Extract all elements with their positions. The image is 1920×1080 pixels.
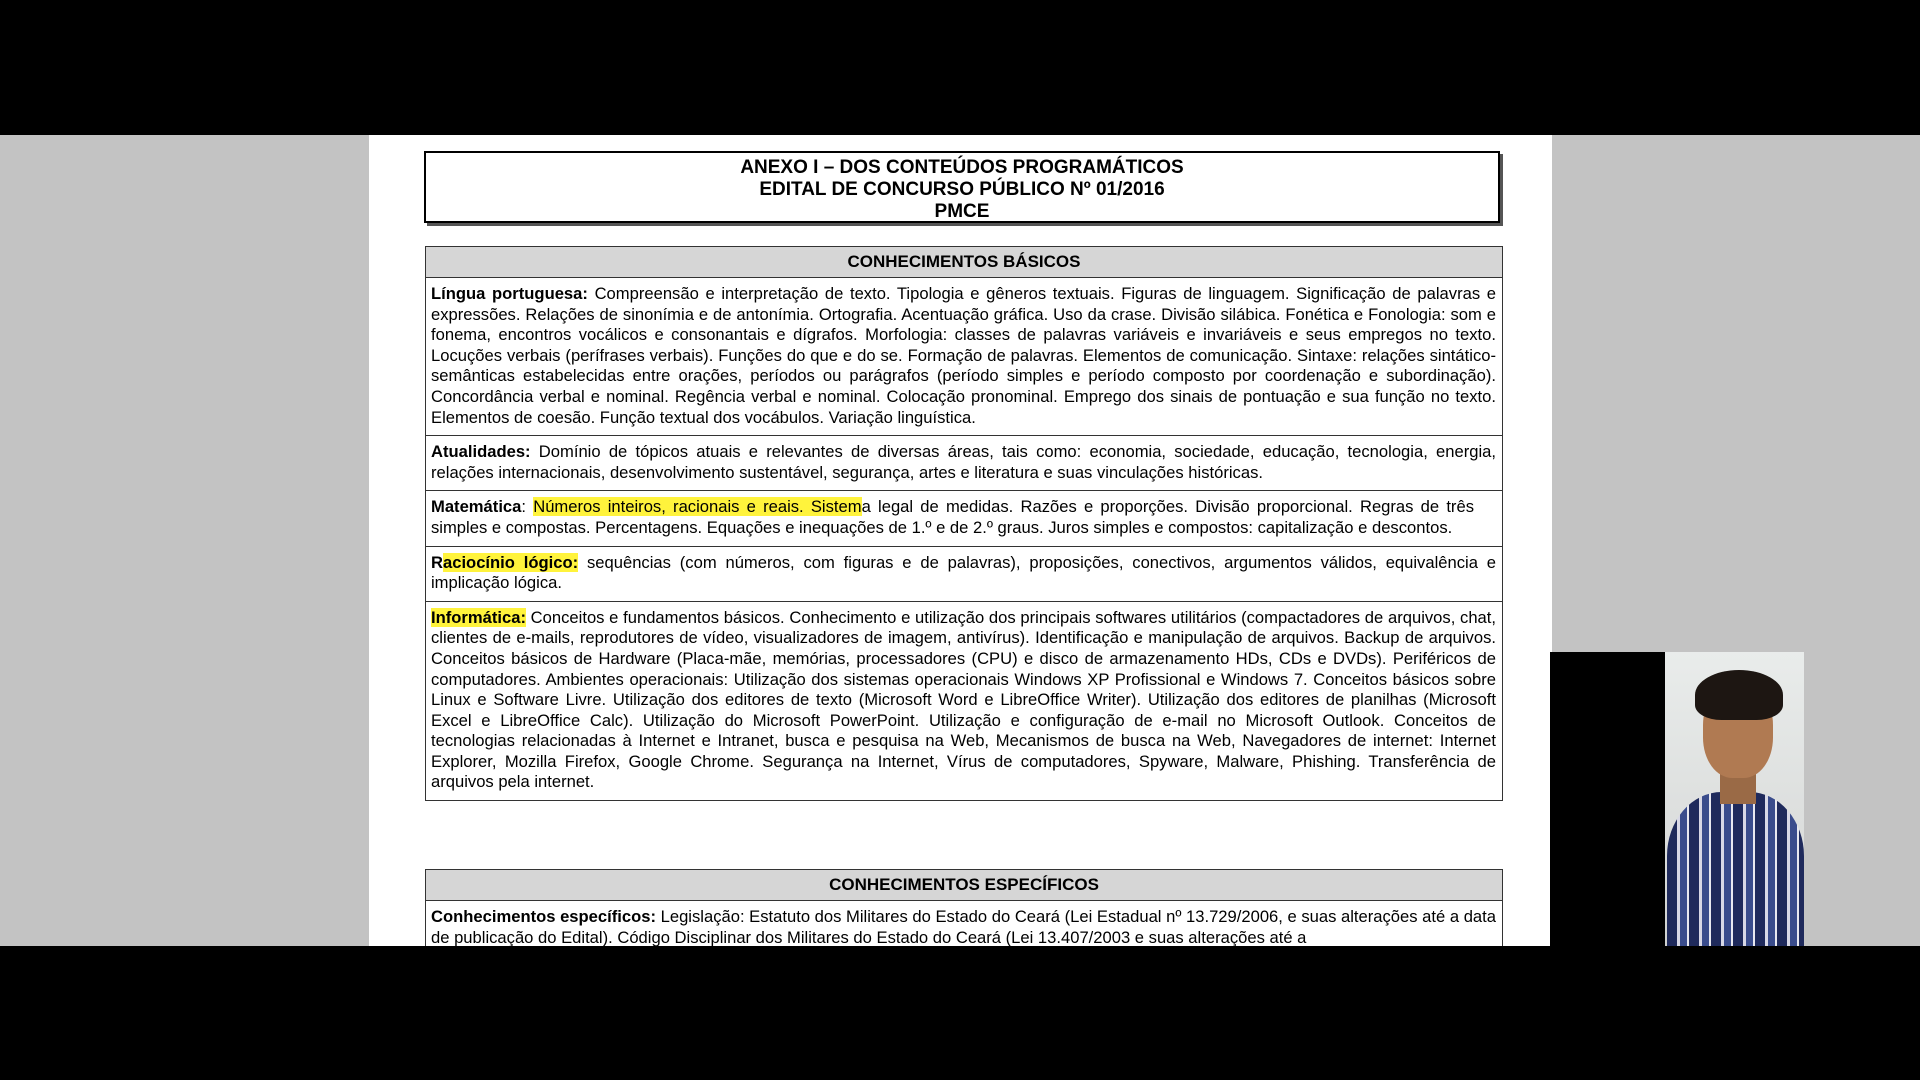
presenter-hair — [1695, 670, 1783, 720]
text-atualidades: Domínio de tópicos atuais e relevantes de diversas áreas, tais como: economia, sociedade, educação, tecnologia, energia, relações internacionais, desenvolvimento sustentável, segurança, artes e literatura e suas vinculações históricas. — [431, 442, 1496, 482]
row-raciocinio-logico — [426, 547, 1502, 602]
text-lingua-portuguesa: Compreensão e interpretação de texto. Tipologia e gêneros textuais. Figuras de linguagem. Significação de palavras e expressões. Relações de sinonímia e de antonímia. Ortografia. Acentuação gráfica. Uso da crase. Divisão silábica. Fonética e Fonologia: som e fonema, encontros vocálicos e consonantais e dígrafos. Morfologia: classes de palavras variáveis e invariáveis e seus empregos no texto. Locuções verbais (perífrases verbais). Funções do que e do se. Formação de palavras. Elementos de comunicação. Sintaxe: relações sintático-semânticas estabelecidas entre orações, períodos ou parágrafos (período simples e período composto por coordenação e subordinação). Concordância verbal e nominal. Regência verbal e nominal. Colocação pronominal. Emprego dos sinais de pontuação e sua função no texto. Elementos de coesão. Função textual dos vocábulos. Variação linguística. — [431, 284, 1496, 427]
presenter-video — [1665, 652, 1804, 946]
term-conhecimentos-especificos: Conhecimentos específicos: — [431, 907, 656, 926]
conhecimentos-especificos-table — [425, 869, 1503, 946]
header-line-1: ANEXO I – DOS CONTEÚDOS PROGRAMÁTICOS — [740, 157, 1184, 178]
term-matematica: Matemática — [431, 497, 522, 517]
text-raciocinio-logico: sequências (com números, com figuras e de palavras), proposições, conectivos, argumentos válidos, equivalência e implicação lógica. — [431, 552, 1497, 593]
conhecimentos-basicos-table — [425, 246, 1503, 801]
text-informatica: Conceitos e fundamentos básicos. Conhecimento e utilização dos principais softwares utilitários (compactadores de arquivos, chat, clientes de e-mails, reprodutores de vídeo, visualizadores de imagem, antivírus). Identificação e manipulação de arquivos. Backup de arquivos. Conceitos básicos de Hardware (Placa-mãe, memórias, processadores (CPU) e disco de armazenamento HDs, CDs e DVDs). Periféricos de computadores. Ambientes operacionais: Utilização dos sistemas operacionais Windows XP Profissional e Windows 7. Conceitos básicos sobre Linux e Software Livre. Utilização dos editores de texto (Microsoft Word e LibreOffice Writer). Utilização dos editores de planilhas (Microsoft Excel e LibreOffice Calc). Utilização do Microsoft PowerPoint. Utilização e configuração de e-mail no Microsoft Outlook. Conceitos de tecnologias relacionadas à Internet e Intranet, busca e pesquisa na Web, Mecanismos de busca na Web, Navegadores de internet: Internet Explorer, Mozilla Firefox, Google Chrome. Segurança na Internet, Vírus de computadores, Spyware, Malware, Phishing. Transferência de arquivos pela internet. — [431, 607, 1496, 792]
document-page[interactable] — [369, 135, 1552, 946]
document-header-box — [424, 151, 1500, 223]
webcam-overlay — [1550, 652, 1804, 946]
term-atualidades: Atualidades: — [431, 442, 531, 462]
row-lingua-portuguesa — [426, 278, 1502, 436]
section-title-especificos: CONHECIMENTOS ESPECÍFICOS — [426, 870, 1502, 901]
header-line-3: PMCE — [934, 201, 990, 222]
matematica-separator: : — [521, 497, 534, 517]
row-informatica — [426, 602, 1502, 800]
row-matematica — [426, 491, 1502, 546]
term-informatica: Informática: — [431, 607, 526, 627]
highlight-matematica: Números inteiros, racionais e reais. Sistem — [533, 497, 862, 517]
term-lingua-portuguesa: Língua portuguesa: — [431, 284, 588, 303]
row-atualidades — [426, 436, 1502, 491]
term-raciocinio-highlight: aciocínio lógico: — [442, 552, 579, 572]
presenter-shirt — [1667, 792, 1804, 946]
header-line-2: EDITAL DE CONCURSO PÚBLICO Nº 01/2016 — [759, 179, 1165, 200]
term-raciocinio-initial: R — [431, 552, 443, 572]
section-title-basicos: CONHECIMENTOS BÁSICOS — [426, 247, 1502, 278]
text-conhecimentos-especificos: Legislação: Estatuto dos Militares do Estado do Ceará (Lei Estadual nº 13.729/2006, e suas alterações até a data de publicação do Edital). Código Disciplinar dos Militares do Estado do Ceará (Lei 13.407/2003 e suas alterações até a — [431, 907, 1496, 946]
text-matematica: a legal de medidas. Razões e proporções. Divisão proporcional. Regras de três simples e compostas. Percentagens. Equações e inequações de 1.º e de 2.º graus. Juros simples e compostos: capitalização e descontos. — [431, 497, 1474, 537]
row-conhecimentos-especificos — [426, 901, 1502, 946]
